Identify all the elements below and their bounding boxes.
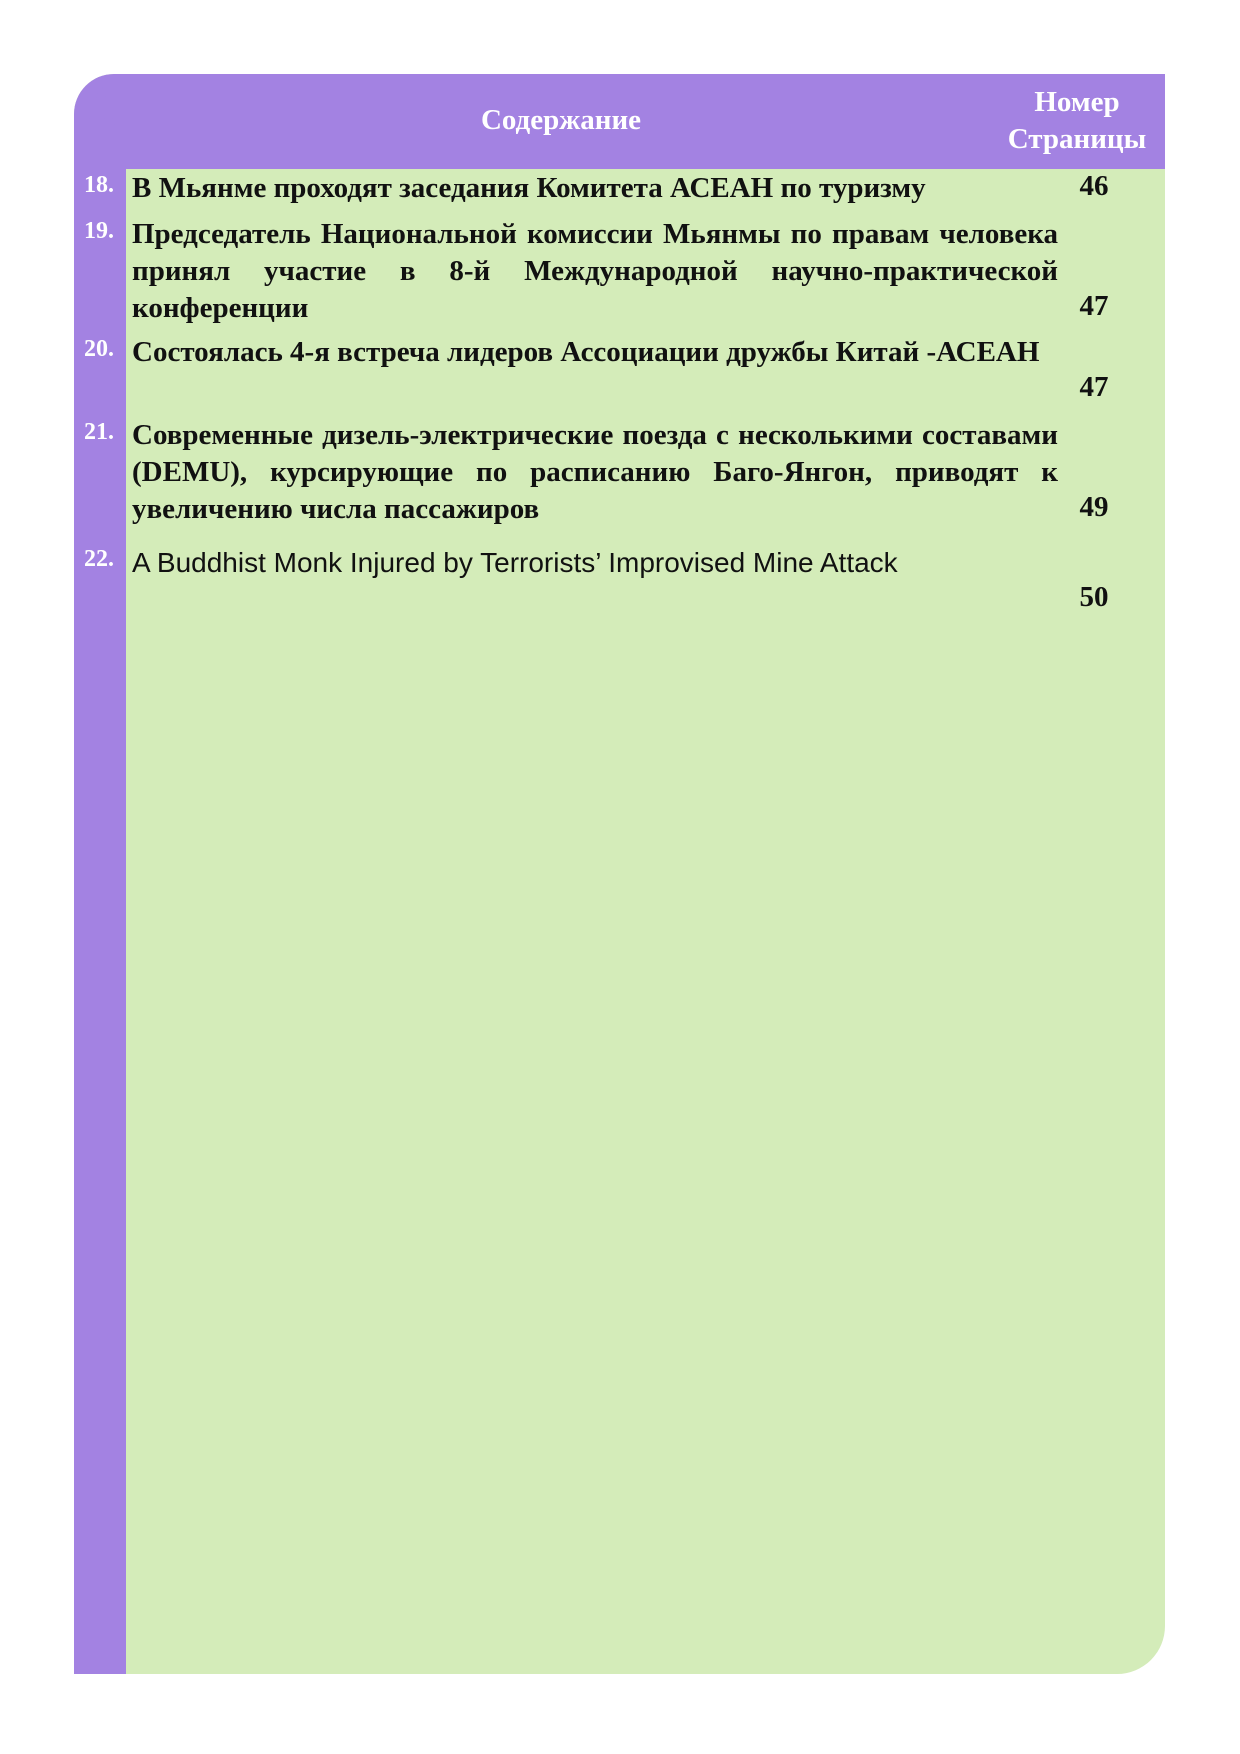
item-number: 21.	[84, 419, 114, 445]
item-page: 50	[1079, 581, 1109, 613]
star-icon	[78, 82, 124, 128]
item-page: 46	[1079, 170, 1109, 202]
item-page: 47	[1079, 290, 1109, 322]
item-title: A Buddhist Monk Injured by Terrorists’ Improvised Mine Attack	[132, 547, 898, 578]
item-title: Состоялась 4-я встреча лидеров Ассоциации дружбы Китай -АСЕАН	[132, 336, 1040, 368]
item-number: 18.	[84, 172, 114, 198]
item-page: 47	[1079, 371, 1109, 403]
contents-panel	[74, 74, 1165, 1674]
item-number: 22.	[84, 546, 114, 572]
page-number-heading: Номер Страницы	[1007, 86, 1147, 155]
contents-header	[126, 74, 1165, 169]
number-column	[74, 74, 126, 1674]
item-title: В Мьянме проходят заседания Комитета АСЕАН по туризму	[132, 172, 926, 204]
item-page: 49	[1079, 491, 1109, 523]
item-title: Современные дизель-электрические поезда с несколькими составами (DEMU), курсирующие по расписанию Баго-Янгон, приводят к увеличению числа пассажиров	[132, 419, 1058, 525]
item-title: Председатель Национальной комиссии Мьянмы по правам человека принял участие в 8-й Международной научно-практической конференции	[132, 218, 1058, 324]
item-number: 20.	[84, 336, 114, 362]
contents-title: Содержание	[480, 104, 642, 136]
item-number: 19.	[84, 218, 114, 244]
